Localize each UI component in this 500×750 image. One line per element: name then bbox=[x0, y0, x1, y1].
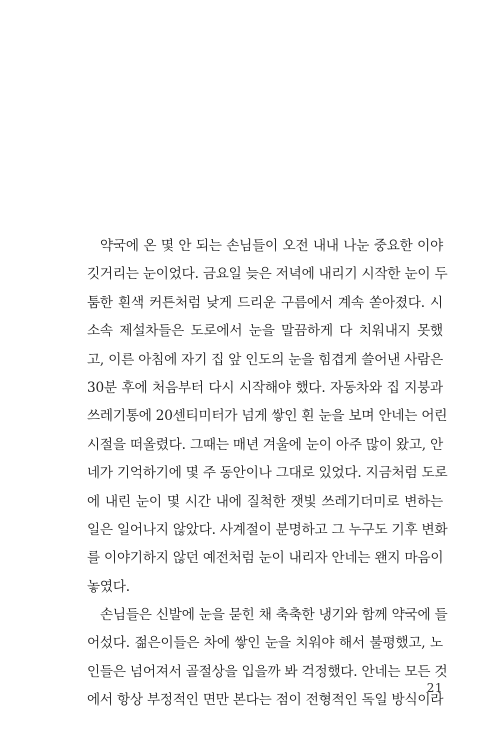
text-line: 를 이야기하지 않던 예전처럼 눈이 내리자 안네는 왠지 마음이 bbox=[87, 550, 444, 567]
text-line: 손님들은 신발에 눈을 묻힌 채 축축한 냉기와 함께 약국에 들 bbox=[100, 607, 448, 624]
text-line: 소속 제설차들은 도로에서 눈을 말끔하게 다 치워내지 못했 bbox=[87, 323, 443, 340]
text-line: 30분 후에 처음부터 다시 시작해야 했다. 자동차와 집 지붕과 bbox=[87, 379, 443, 396]
text-line: 툼한 흰색 커튼처럼 낮게 드리운 구름에서 계속 쏟아졌다. 시 bbox=[87, 294, 443, 311]
body-text bbox=[87, 232, 448, 715]
text-line: 에서 항상 부정적인 면만 본다는 점이 전형적인 독일 방식이라 bbox=[87, 692, 444, 709]
text-line: 깃거리는 눈이었다. 금요일 늦은 저녁에 내리기 시작한 눈이 두 bbox=[87, 266, 448, 283]
text-line: 어섰다. 젊은이들은 차에 쌓인 눈을 치워야 해서 불평했고, 노 bbox=[87, 635, 443, 652]
text-line: 인들은 넘어져서 골절상을 입을까 봐 걱정했다. 안네는 모든 것 bbox=[87, 663, 448, 680]
text-line: 네가 기억하기에 몇 주 동안이나 그대로 있었다. 지금처럼 도로 bbox=[87, 465, 448, 482]
text-line: 고, 이른 아침에 자기 집 앞 인도의 눈을 힘겹게 쓸어낸 사람은 bbox=[87, 351, 443, 368]
page-number: 21 bbox=[426, 681, 443, 695]
text-line: 약국에 온 몇 안 되는 손님들이 오전 내내 나눈 중요한 이야 bbox=[100, 238, 443, 254]
text-line: 쓰레기통에 20센티미터가 넘게 쌓인 흰 눈을 보며 안네는 어린 bbox=[87, 408, 448, 425]
text-line: 일은 일어나지 않았다. 사계절이 분명하고 그 누구도 기후 변화 bbox=[87, 521, 448, 538]
text-line: 에 내린 눈이 몇 시간 내에 질척한 잿빛 쓰레기더미로 변하는 bbox=[87, 493, 443, 510]
text-line: 놓였다. bbox=[87, 578, 130, 595]
text-line: 시절을 떠올렸다. 그때는 매년 겨울에 눈이 아주 많이 왔고, 안 bbox=[87, 436, 443, 453]
